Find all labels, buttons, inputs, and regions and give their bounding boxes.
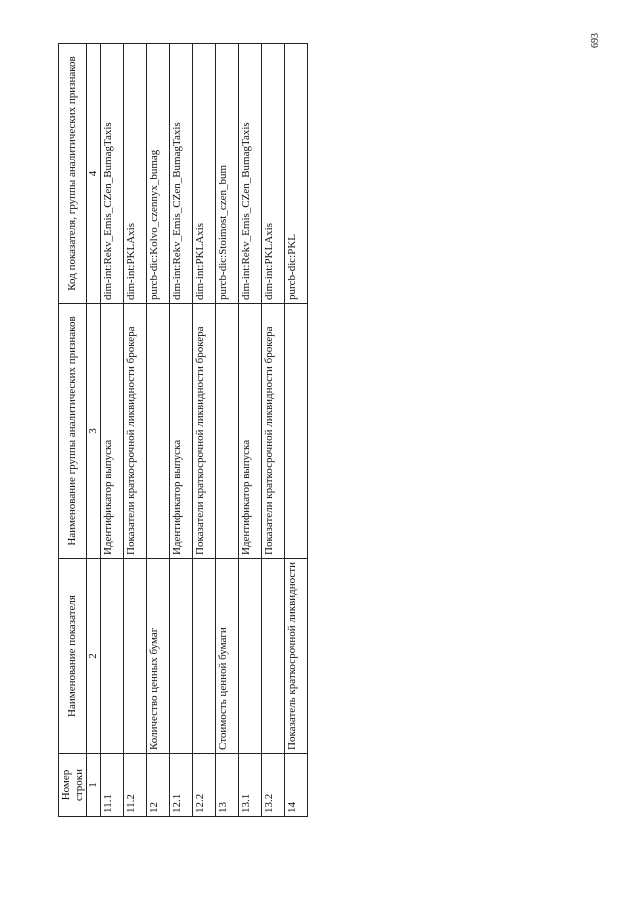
indicator-name-cell: Количество ценных бумаг: [146, 559, 169, 754]
table-row: [169, 44, 192, 817]
table-row: [261, 44, 284, 817]
header-group-name: Наименование группы аналитических признаков: [59, 304, 87, 559]
group-name-cell: [146, 304, 169, 559]
row-number-cell: 13.1: [238, 754, 261, 817]
code-cell: dim-int:Rekv_Emis_CZen_BumagTaxis: [100, 44, 123, 304]
indicator-name-cell: [238, 559, 261, 754]
code-cell: purcb-dic:PKL: [284, 44, 307, 304]
table-row: [123, 44, 146, 817]
table-row: [215, 44, 238, 817]
page-number: 693: [590, 33, 601, 48]
row-number-cell: 12.1: [169, 754, 192, 817]
group-name-cell: Показатели краткосрочной ликвидности брокера: [192, 304, 215, 559]
indicator-name-cell: [192, 559, 215, 754]
code-cell: dim-int:PKLAxis: [192, 44, 215, 304]
indicator-name-cell: Показатель краткосрочной ликвидности: [284, 559, 307, 754]
indicator-name-cell: [123, 559, 146, 754]
code-cell: dim-int:PKLAxis: [261, 44, 284, 304]
column-number: 1: [87, 754, 101, 817]
indicator-name-cell: Стоимость ценной бумаги: [215, 559, 238, 754]
table-row: [100, 44, 123, 817]
indicator-name-cell: [169, 559, 192, 754]
table-row: [192, 44, 215, 817]
header-code: Код показателя, группы аналитических признаков: [59, 44, 87, 304]
group-name-cell: Показатели краткосрочной ликвидности брокера: [261, 304, 284, 559]
column-number: 4: [87, 44, 101, 304]
table-row: [238, 44, 261, 817]
indicator-name-cell: [100, 559, 123, 754]
header-row: [59, 44, 87, 817]
row-number-cell: 14: [284, 754, 307, 817]
header-indicator-name: Наименование показателя: [59, 559, 87, 754]
code-cell: purcb-dic:Kolvo_czennyx_bumag: [146, 44, 169, 304]
group-name-cell: [215, 304, 238, 559]
code-cell: dim-int:Rekv_Emis_CZen_BumagTaxis: [238, 44, 261, 304]
header-row-number: Номер строки: [59, 754, 87, 817]
code-cell: dim-int:PKLAxis: [123, 44, 146, 304]
column-number: 3: [87, 304, 101, 559]
row-number-cell: 11.1: [100, 754, 123, 817]
code-cell: dim-int:Rekv_Emis_CZen_BumagTaxis: [169, 44, 192, 304]
group-name-cell: Показатели краткосрочной ликвидности брокера: [123, 304, 146, 559]
group-name-cell: Идентификатор выпуска: [238, 304, 261, 559]
group-name-cell: [284, 304, 307, 559]
row-number-cell: 13.2: [261, 754, 284, 817]
row-number-cell: 12.2: [192, 754, 215, 817]
column-number: 2: [87, 559, 101, 754]
indicator-table: [58, 43, 308, 817]
rotated-table: [58, 44, 308, 817]
group-name-cell: Идентификатор выпуска: [169, 304, 192, 559]
row-number-cell: 12: [146, 754, 169, 817]
code-cell: purcb-dic:Stoimost_czen_bum: [215, 44, 238, 304]
row-number-cell: 13: [215, 754, 238, 817]
indicator-name-cell: [261, 559, 284, 754]
column-number-row: [87, 44, 101, 817]
group-name-cell: Идентификатор выпуска: [100, 304, 123, 559]
table-row: [284, 44, 307, 817]
row-number-cell: 11.2: [123, 754, 146, 817]
table-row: [146, 44, 169, 817]
